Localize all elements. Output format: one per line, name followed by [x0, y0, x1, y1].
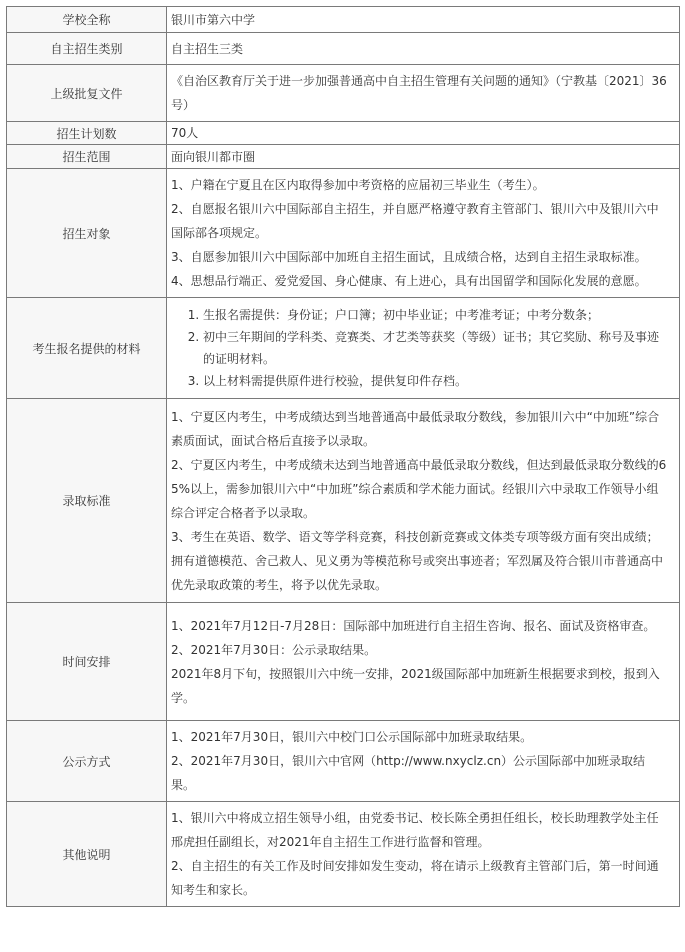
- admission-criteria-line: 3、考生在英语、数学、语文等学科竞赛，科技创新竞赛或文体类专项等级方面有突出成绩；拥有道德模范、舍己救人、见义勇为等模范称号或突出事迹者；军烈属及符合银川市普通高中优先录取政策的考生，将予以优先录取。: [171, 529, 664, 592]
- admission-target-line: 3、自愿参加银川六中国际部中加班自主招生面试，且成绩合格，达到自主招生录取标准。: [171, 250, 647, 264]
- approval-document-label: 上级批复文件: [7, 65, 167, 122]
- schedule-value: [167, 603, 680, 721]
- row-schedule: [7, 603, 680, 721]
- enrollment-plan-line: 70人: [171, 126, 199, 140]
- enrollment-scope-line: 面向银川都市圈: [171, 149, 256, 164]
- school-name-label: 学校全称: [7, 7, 167, 33]
- school-name-line: 银川市第六中学: [171, 12, 256, 27]
- row-admission-category: [7, 33, 680, 65]
- enrollment-scope-value: [167, 145, 680, 169]
- approval-document-line: 《自治区教育厅关于进一步加强普通高中自主招生管理有关问题的通知》（宁教基〔2021〕36号）: [171, 74, 667, 112]
- row-enrollment-plan: [7, 122, 680, 145]
- schedule-label: 时间安排: [7, 603, 167, 721]
- row-approval-document: [7, 65, 680, 122]
- admission-category-label: 自主招生类别: [7, 33, 167, 65]
- approval-document-value: [167, 65, 680, 122]
- admission-criteria-value: [167, 399, 680, 603]
- materials-item: 1. 生报名需提供：身份证；户口簿；初中毕业证；中考准考证；中考分数条；: [203, 304, 669, 326]
- materials-list: [167, 298, 679, 398]
- other-notes-line: 1、银川六中将成立招生领导小组，由党委书记、校长陈全勇担任组长，校长助理教学处主任邢虎担任副组长，对2021年自主招生工作进行监督和管理。: [171, 811, 659, 849]
- row-other-notes: [7, 802, 680, 907]
- schedule-line: 2021年8月下旬，按照银川六中统一安排，2021级国际部中加班新生根据要求到校，报到入学。: [171, 666, 660, 705]
- other-notes-value: [167, 802, 680, 907]
- schedule-line: 2、2021年7月30日：公示录取结果。: [171, 642, 377, 657]
- announcement-method-line: 2、2021年7月30日，银川六中官网（http://www.nxyclz.cn）公示国际部中加班录取结果。: [171, 754, 646, 792]
- materials-item: 3. 以上材料需提供原件进行校验，提供复印件存档。: [203, 370, 669, 392]
- admission-criteria-line: 2、宁夏区内考生，中考成绩未达到当地普通高中最低录取分数线，但达到最低录取分数线的65%以上，需参加银川六中“中加班”综合素质和学术能力面试。经银川六中录取工作领导小组综合评定合格者予以录取。: [171, 457, 667, 520]
- admission-criteria-line: 1、宁夏区内考生，中考成绩达到当地普通高中最低录取分数线，参加银川六中“中加班”综合素质面试，面试合格后直接予以录取。: [171, 409, 660, 448]
- row-announcement-method: [7, 721, 680, 802]
- announcement-method-label: 公示方式: [7, 721, 167, 802]
- admission-category-value: [167, 33, 680, 65]
- enrollment-plan-label: 招生计划数: [7, 122, 167, 145]
- required-materials-value: [167, 298, 680, 399]
- required-materials-label: 考生报名提供的材料: [7, 298, 167, 399]
- admission-target-line: 1、户籍在宁夏且在区内取得参加中考资格的应届初三毕业生（考生）。: [171, 178, 545, 192]
- enrollment-plan-value: [167, 122, 680, 145]
- announcement-method-line: 1、2021年7月30日，银川六中校门口公示国际部中加班录取结果。: [171, 730, 533, 744]
- admission-criteria-label: 录取标准: [7, 399, 167, 603]
- admission-target-line: 2、自愿报名银川六中国际部自主招生，并自愿严格遵守教育主管部门、银川六中及银川六中国际部各项规定。: [171, 202, 659, 240]
- enrollment-scope-label: 招生范围: [7, 145, 167, 169]
- school-name-value: [167, 7, 680, 33]
- other-notes-label: 其他说明: [7, 802, 167, 907]
- row-admission-target: [7, 169, 680, 298]
- admission-category-line: 自主招生三类: [171, 41, 244, 56]
- other-notes-line: 2、自主招生的有关工作及时间安排如发生变动，将在请示上级教育主管部门后，第一时间通知考生和家长。: [171, 859, 659, 897]
- row-admission-criteria: [7, 399, 680, 603]
- admission-target-line: 4、思想品行端正、爱党爱国、身心健康、有上进心，具有出国留学和国际化发展的意愿。: [171, 274, 647, 288]
- materials-item: 2. 初中三年期间的学科类、竞赛类、才艺类等获奖（等级）证书；其它奖励、称号及事迹的证明材料。: [203, 326, 669, 370]
- admission-target-value: [167, 169, 680, 298]
- row-required-materials: [7, 298, 680, 399]
- admission-target-label: 招生对象: [7, 169, 167, 298]
- schedule-line: 1、2021年7月12日-7月28日：国际部中加班进行自主招生咨询、报名、面试及资格审查。: [171, 618, 656, 633]
- row-school-name: [7, 7, 680, 33]
- row-enrollment-scope: [7, 145, 680, 169]
- admission-info-table: [6, 6, 680, 907]
- announcement-method-value: [167, 721, 680, 802]
